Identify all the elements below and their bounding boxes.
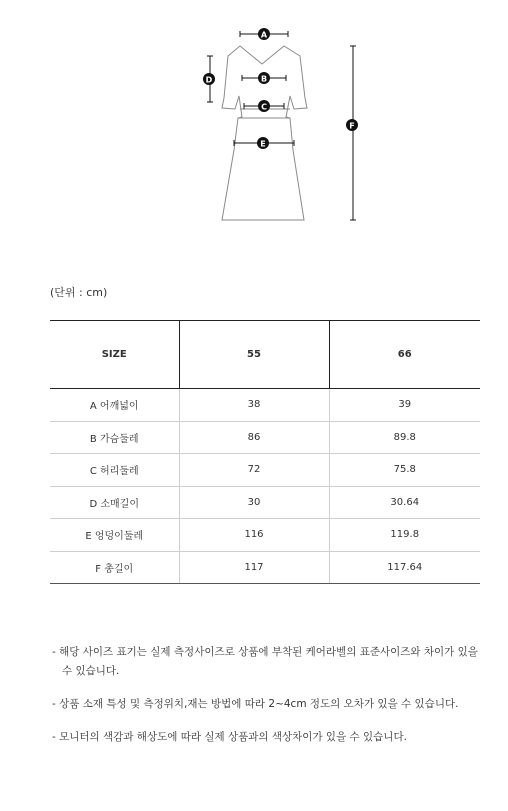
table-row <box>50 421 480 454</box>
row-value-66: 117.64 <box>329 551 480 584</box>
row-value-55: 117 <box>179 551 329 584</box>
row-value-66: 75.8 <box>329 454 480 487</box>
row-value-55: 30 <box>179 486 329 519</box>
table-row <box>50 551 480 584</box>
note-item: - 상품 소재 특성 및 측정위치,재는 방법에 따라 2~4cm 정도의 오차가 있을 수 있습니다. <box>52 698 459 710</box>
table-row <box>50 454 480 487</box>
row-value-55: 86 <box>179 421 329 454</box>
marker-d-label: D <box>205 75 213 85</box>
row-value-66: 39 <box>329 389 480 422</box>
row-value-66: 119.8 <box>329 519 480 552</box>
size-table <box>50 320 480 584</box>
table-row <box>50 519 480 552</box>
table-row <box>50 486 480 519</box>
header-55: 55 <box>179 321 329 389</box>
row-value-66: 89.8 <box>329 421 480 454</box>
marker-e-label: E <box>260 139 266 149</box>
row-label: D 소매길이 <box>50 486 179 519</box>
row-label: B 가슴둘레 <box>50 421 179 454</box>
header-66: 66 <box>329 321 480 389</box>
note-item: - 모니터의 색감과 해상도에 따라 실제 상품과의 색상차이가 있을 수 있습니다. <box>52 731 407 743</box>
row-value-66: 30.64 <box>329 486 480 519</box>
row-value-55: 72 <box>179 454 329 487</box>
unit-label: (단위 : cm) <box>50 286 108 299</box>
row-value-55: 38 <box>179 389 329 422</box>
marker-c-label: C <box>261 102 267 112</box>
row-value-55: 116 <box>179 519 329 552</box>
row-label: F 총길이 <box>50 551 179 584</box>
table-row <box>50 389 480 422</box>
marker-a-label: A <box>260 30 268 40</box>
dress-measurement-diagram <box>0 0 508 240</box>
note-item: - 해당 사이즈 표기는 실제 측정사이즈로 상품에 부착된 케어라벨의 표준사이즈와 차이가 있을 수 있습니다. <box>52 646 478 677</box>
row-label: E 엉덩이둘레 <box>50 519 179 552</box>
row-label: A 어깨넓이 <box>50 389 179 422</box>
marker-b-label: B <box>260 74 268 84</box>
row-label: C 허리둘레 <box>50 454 179 487</box>
marker-f-label: F <box>349 121 355 131</box>
table-header-row <box>50 321 480 389</box>
notes <box>52 643 482 761</box>
header-size: SIZE <box>50 321 179 389</box>
